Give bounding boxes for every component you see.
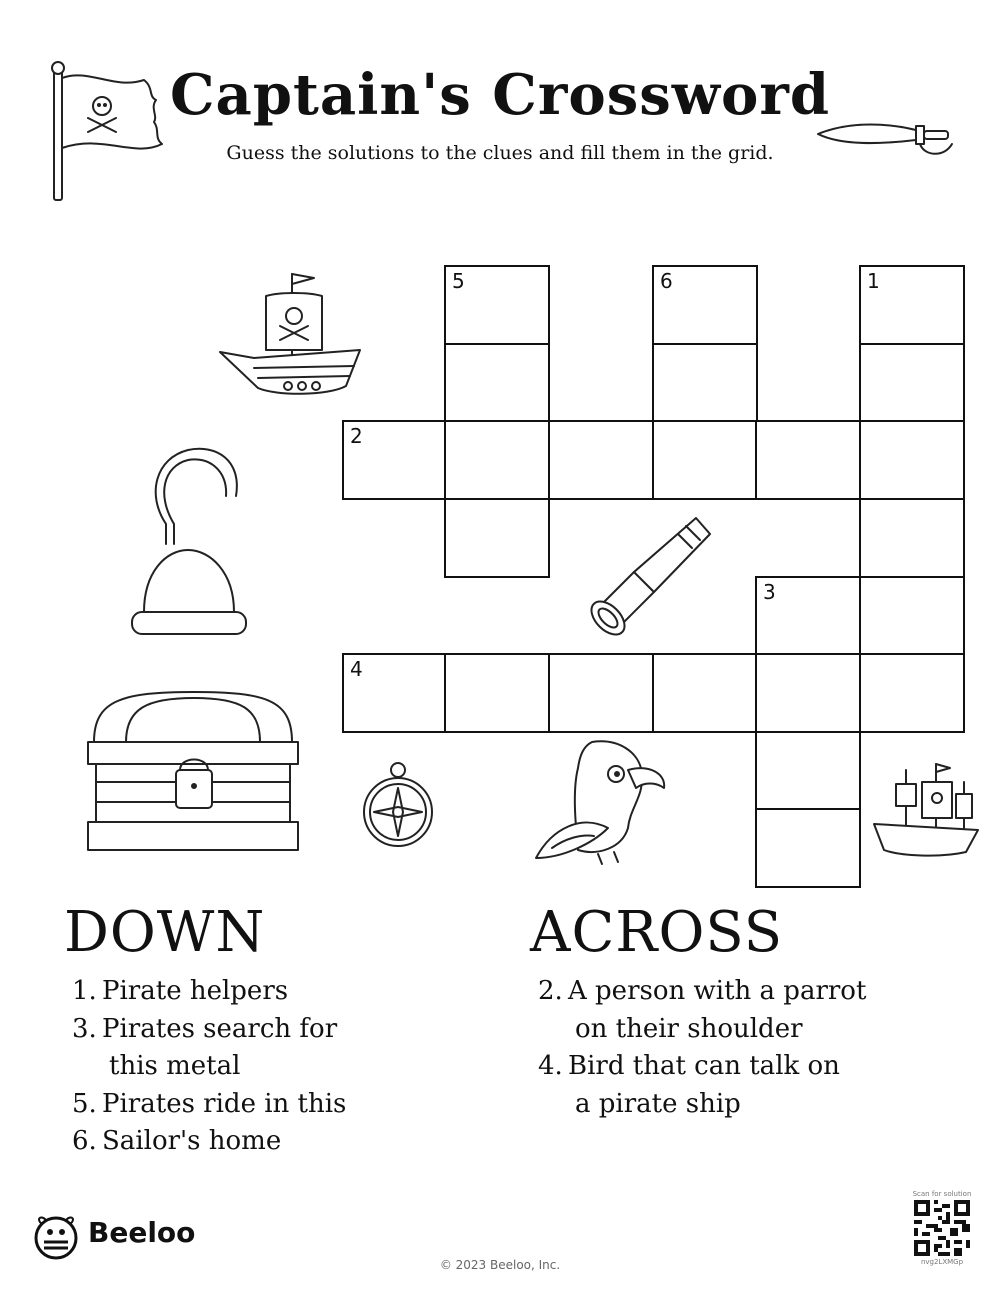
clue-num: 2. (538, 976, 563, 1006)
hook-icon (126, 440, 252, 650)
clue-number: 2 (350, 424, 363, 448)
brand-name: Beeloo (88, 1216, 196, 1249)
pirate-flag-icon (44, 60, 184, 202)
telescope-icon (578, 512, 730, 642)
grid-cell[interactable] (444, 653, 550, 733)
treasure-chest-icon (82, 690, 304, 856)
grid-cell[interactable] (548, 653, 654, 733)
grid-cell[interactable] (859, 498, 965, 578)
grid-cell[interactable] (859, 576, 965, 656)
grid-cell[interactable] (755, 576, 861, 656)
small-ship-icon (870, 760, 982, 860)
clue-number: 6 (660, 269, 673, 293)
qr-code-icon[interactable] (914, 1200, 970, 1256)
clue-number: 5 (452, 269, 465, 293)
clue-item (72, 1086, 484, 1124)
clue-number: 1 (867, 269, 880, 293)
grid-cell[interactable] (444, 498, 550, 578)
clue-text-continued: a pirate ship (575, 1088, 741, 1119)
grid-cell[interactable] (652, 653, 758, 733)
grid-cell[interactable] (859, 420, 965, 500)
clue-num: 5. (72, 1088, 97, 1119)
grid-cell[interactable] (342, 420, 448, 500)
grid-cell[interactable] (755, 731, 861, 811)
grid-cell[interactable] (755, 420, 861, 500)
clue-text-continued: on their shoulder (575, 1013, 803, 1044)
copyright: © 2023 Beeloo, Inc. (439, 1258, 561, 1272)
down-heading: DOWN (64, 900, 266, 965)
clue-item (72, 1123, 484, 1161)
clue-text: Pirates search for (102, 1013, 338, 1044)
down-clues (64, 900, 484, 1161)
clue-text: A person with a parrot (568, 976, 867, 1006)
clue-text-continued: this metal (109, 1051, 241, 1081)
clue-number: 4 (350, 657, 363, 681)
parrot-icon (532, 732, 668, 868)
grid-cell[interactable] (859, 653, 965, 733)
clue-num: 4. (538, 1051, 563, 1081)
page-title: Captain's Crossword (169, 62, 831, 128)
qr-code-id: nvg2LXMGp (920, 1258, 964, 1266)
qr-caption: Scan for solution (912, 1190, 972, 1198)
clue-num: 3. (72, 1013, 97, 1044)
clue-item (72, 1011, 484, 1086)
qr-block (912, 1190, 972, 1266)
clue-item (538, 973, 970, 1048)
compass-icon (356, 760, 442, 850)
sword-icon (812, 114, 972, 160)
grid-cell[interactable] (755, 808, 861, 888)
grid-cell[interactable] (548, 420, 654, 500)
clue-num: 1. (72, 976, 97, 1006)
grid-cell[interactable] (444, 343, 550, 423)
grid-cell[interactable] (652, 420, 758, 500)
grid-cell[interactable] (444, 265, 550, 345)
grid-cell[interactable] (444, 420, 550, 500)
grid-cell[interactable] (859, 343, 965, 423)
clue-text: Bird that can talk on (568, 1051, 840, 1081)
page-subtitle: Guess the solutions to the clues and fill them in the grid. (226, 142, 774, 164)
clue-text: Sailor's home (102, 1126, 282, 1156)
grid-cell[interactable] (652, 343, 758, 423)
clue-text: Pirate helpers (102, 976, 289, 1006)
clue-item (72, 973, 484, 1011)
clue-text: Pirates ride in this (102, 1088, 347, 1119)
pirate-ship-icon (218, 266, 366, 416)
across-heading: ACROSS (530, 900, 784, 965)
across-clues (530, 900, 970, 1123)
grid-cell[interactable] (342, 653, 448, 733)
bee-logo-icon (32, 1214, 80, 1260)
grid-cell[interactable] (859, 265, 965, 345)
grid-cell[interactable] (652, 265, 758, 345)
clue-number: 3 (763, 580, 776, 604)
clue-item (538, 1048, 970, 1123)
grid-cell[interactable] (755, 653, 861, 733)
clue-num: 6. (72, 1126, 97, 1156)
